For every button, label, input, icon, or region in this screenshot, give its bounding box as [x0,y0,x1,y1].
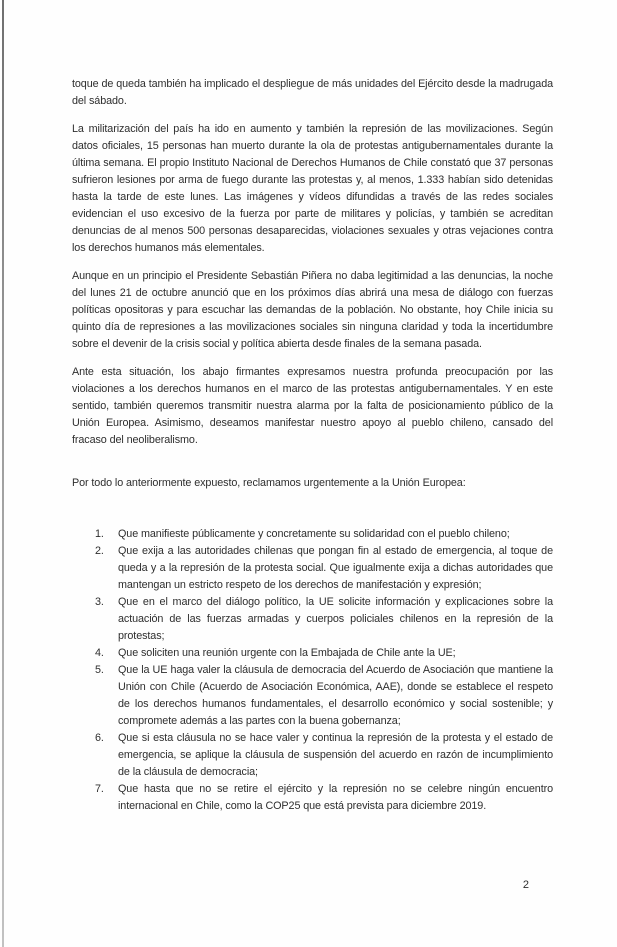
list-item [95,543,553,594]
list-item [95,662,553,730]
paragraph-signatories: Ante esta situación, los abajo firmantes expresamos nuestra profunda preocupación por las violaciones a los derechos humanos en el marco de las protestas antigubernamentales. Y en este sentido, también queremos transmitir nuestra alarma por la falta de posicionamiento público de la Unión Europea. Asimismo, deseamos manifestar nuestro apoyo al pueblo chileno, cansado del fracaso del neoliberalismo. [72,366,553,446]
list-item-number: 2. [95,545,104,557]
list-item [95,781,553,815]
document-content [72,76,553,815]
list-item [95,645,553,662]
paragraph-militarization: La militarización del país ha ido en aumento y también la represión de las movilizaciones. Según datos oficiales, 15 personas han muerto durante la ola de protestas antigubernamentales durante la última semana. El propio Instituto Nacional de Derechos Humanos de Chile constató que 37 personas sufrieron lesiones por arma de fuego durante las protestas y, al menos, 1.333 habían sido detenidas hasta la tarde de este lunes. Las imágenes y vídeos difundidas a través de las redes sociales evidencian el uso excesivo de la fuerza por parte de militares y policías, y también se acreditan denuncias de al menos 500 personas desaparecidas, violaciones sexuales y otras vejaciones contra los derechos humanos más elementales. [72,123,553,254]
list-item-number: 4. [95,647,104,659]
paragraph-curfew: toque de queda también ha implicado el despliegue de más unidades del Ejército desde la madrugada del sábado. [72,78,553,107]
list-item-text: Que la UE haga valer la cláusula de democracia del Acuerdo de Asociación que mantiene la Unión con Chile (Acuerdo de Asociación Económica, AAE), donde se establece el respeto de los derechos humanos fundamentales, el desarrollo económico y social sostenible; y compromete además a las partes con la buena gobernanza; [118,664,553,727]
scan-edge-line [2,0,4,947]
page-number: 2 [522,879,529,891]
list-item-number: 5. [95,664,104,676]
demands-list [72,526,553,815]
list-item-text: Que soliciten una reunión urgente con la Embajada de Chile ante la UE; [118,647,456,659]
list-item [95,526,553,543]
list-item-number: 1. [95,528,104,540]
list-item-text: Que hasta que no se retire el ejército y la represión no se celebre ningún encuentro internacional en Chile, como la COP25 que está prevista para diciembre 2019. [118,783,553,812]
list-item-text: Que exija a las autoridades chilenas que pongan fin al estado de emergencia, al toque de queda y a la represión de la protesta social. Que igualmente exija a dichas autoridades que mantengan un estricto respeto de los derechos de manifestación y expresión; [118,545,553,591]
list-item-number: 7. [95,783,104,795]
list-item [95,594,553,645]
list-item-number: 3. [95,596,104,608]
list-item-text: Que manifieste públicamente y concretamente su solidaridad con el pueblo chileno; [118,528,510,540]
list-item [95,730,553,781]
demands-intro: Por todo lo anteriormente expuesto, reclamamos urgentemente a la Unión Europea: [72,477,466,489]
list-item-number: 6. [95,732,104,744]
list-item-text: Que si esta cláusula no se hace valer y continua la represión de la protesta y el estado de emergencia, se aplique la cláusula de suspensión del acuerdo en razón de incumplimiento de la cláusula de democracia; [118,732,553,778]
list-item-text: Que en el marco del diálogo político, la UE solicite información y explicaciones sobre la actuación de las fuerzas armadas y cuerpos policiales chilenos en la represión de la protestas; [118,596,553,642]
paragraph-pinera: Aunque en un principio el Presidente Sebastián Piñera no daba legitimidad a las denuncias, la noche del lunes 21 de octubre anunció que en los próximos días abrirá una mesa de diálogo con fuerzas políticas opositoras y para escuchar las demandas de la población. No obstante, hoy Chile inicia su quinto día de represiones a las movilizaciones sociales sin ninguna claridad y toda la incertidumbre sobre el devenir de la crisis social y política abierta desde finales de la semana pasada. [72,270,553,350]
